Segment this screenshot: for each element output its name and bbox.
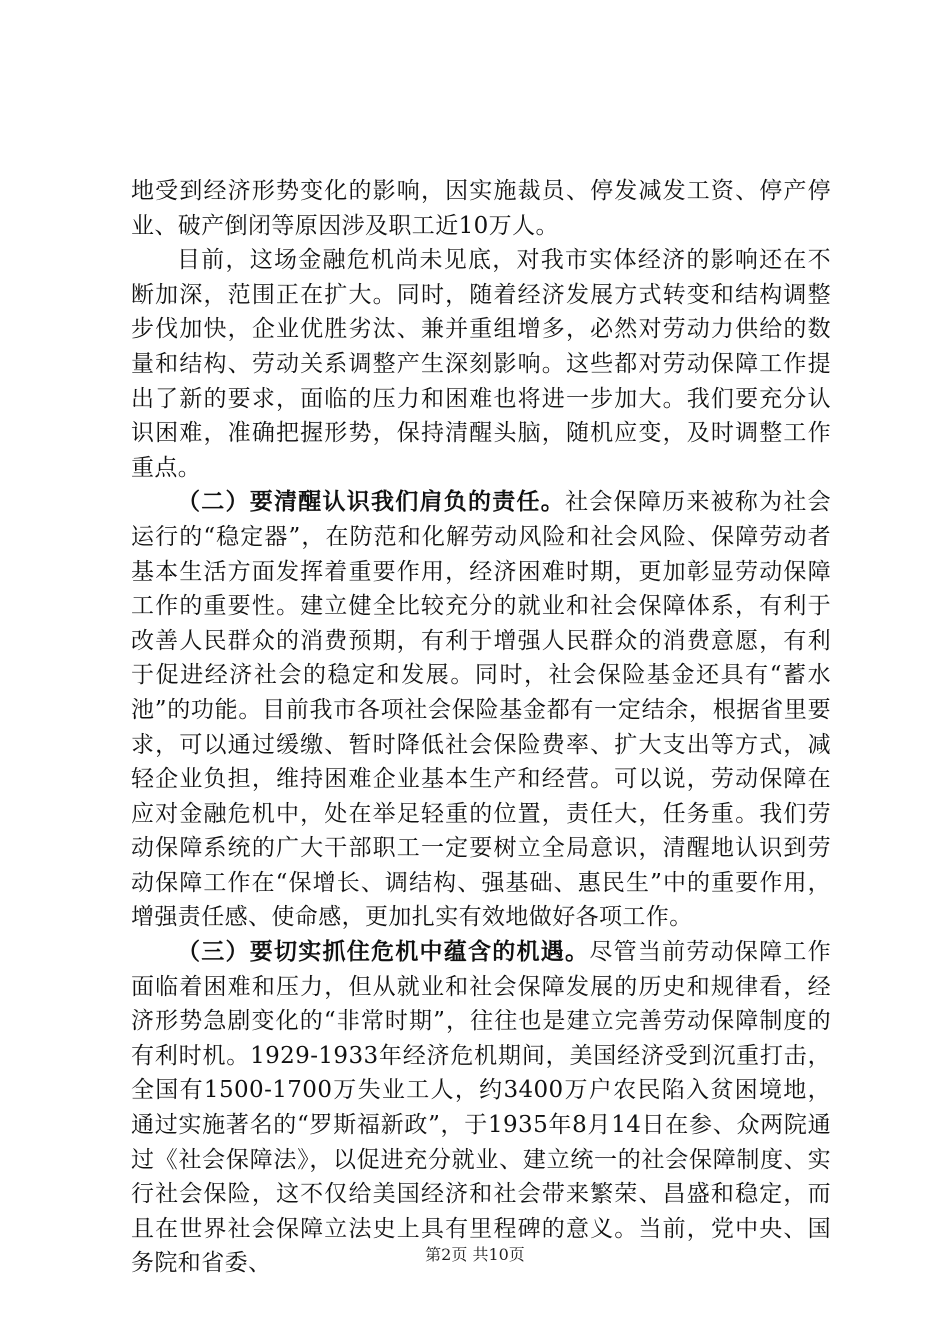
paragraph-2-text: 目前，这场金融危机尚未见底，对我市实体经济的影响还在不断加深，范围正在扩大。同时，随着经济发展方式转变和结构调整步伐加快，企业优胜劣汰、兼并重组增多，必然对劳动力供给的数量和结构、劳动关系调整产生深刻影响。这些都对劳动保障工作提出了新的要求，面临的压力和困难也将进一步加大。我们要充分认识困难，准确把握形势，保持清醒头脑，随机应变，及时调整工作重点。: [131, 247, 831, 481]
paragraph-4-text: 尽管当前劳动保障工作面临着困难和压力，但从就业和社会保障发展的历史和规律看，经济形势急剧变化的“非常时期”，往往也是建立完善劳动保障制度的有利时机。1929-1933年经济危机期间，美国经济受到沉重打击，全国有1500-1700万失业工人，约3400万户农民陷入贫困境地，通过实施著名的“罗斯福新政”，于1935年8月14日在参、众两院通过《社会保障法》，以促进充分就业、建立统一的社会保障制度、实行社会保险，这不仅给美国经济和社会带来繁荣、昌盛和稳定，而且在世界社会保障立法史上具有里程碑的意义。当前，党中央、国务院和省委、: [131, 939, 831, 1277]
page-footer: [0, 1245, 950, 1265]
paragraph-1: [131, 174, 831, 243]
paragraph-1-text: 地受到经济形势变化的影响，因实施裁员、停发减发工资、停产停业、破产倒闭等原因涉及职工近10万人。: [131, 178, 831, 239]
document-body: [131, 174, 831, 1281]
section-heading-2: （二）要清醒认识我们肩负的责任。: [177, 488, 566, 516]
paragraph-4: [131, 935, 831, 1281]
paragraph-3: [131, 485, 831, 935]
paragraph-2: [131, 243, 831, 485]
section-heading-3: （三）要切实抓住危机中蕴含的机遇。: [177, 938, 590, 966]
page-number-label: 第2页 共10页: [425, 1245, 525, 1264]
paragraph-3-text: 社会保障历来被称为社会运行的“稳定器”，在防范和化解劳动风险和社会风险、保障劳动者基本生活方面发挥着重要作用，经济困难时期，更加彰显劳动保障工作的重要性。建立健全比较充分的就业和社会保障体系，有利于改善人民群众的消费预期，有利于增强人民群众的消费意愿，有利于促进经济社会的稳定和发展。同时，社会保险基金还具有“蓄水池”的功能。目前我市各项社会保险基金都有一定结余，根据省里要求，可以通过缓缴、暂时降低社会保险费率、扩大支出等方式，减轻企业负担，维持困难企业基本生产和经营。可以说，劳动保障在应对金融危机中，处在举足轻重的位置，责任大，任务重。我们劳动保障系统的广大干部职工一定要树立全局意识，清醒地认识到劳动保障工作在“保增长、调结构、强基础、惠民生”中的重要作用，增强责任感、使命感，更加扎实有效地做好各项工作。: [131, 489, 831, 931]
